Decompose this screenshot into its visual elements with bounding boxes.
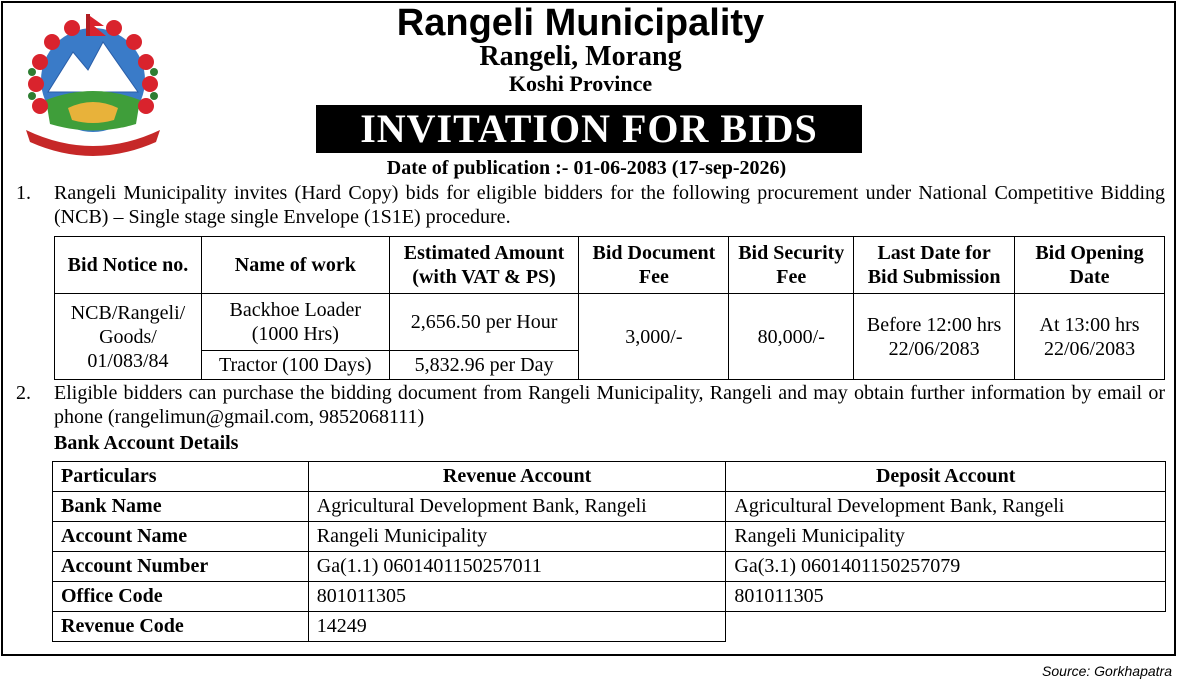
column-header: Deposit Account xyxy=(726,462,1166,492)
column-header: Bid Security Fee xyxy=(729,237,854,294)
revenue-value: Agricultural Development Bank, Rangeli xyxy=(308,492,726,522)
document-fee-cell: 3,000/- xyxy=(579,294,729,380)
bid-notice-cell: NCB/Rangeli/ Goods/ 01/083/84 xyxy=(55,294,202,380)
invitation-banner: INVITATION FOR BIDS xyxy=(316,105,862,153)
revenue-value: 14249 xyxy=(308,612,726,642)
revenue-value: Rangeli Municipality xyxy=(308,522,726,552)
row-label: Account Number xyxy=(53,552,309,582)
submission-date-cell: Before 12:00 hrs 22/06/2083 xyxy=(854,294,1015,380)
item-2-text: Eligible bidders can purchase the bidding document from Rangeli Municipality, Rangeli and may obtain further information by email or phone (rangelimun@gmail.com, 9852068111) xyxy=(54,382,1165,428)
amount-cell: 5,832.96 per Day xyxy=(389,351,579,380)
work-name-cell: Tractor (100 Days) xyxy=(201,351,389,380)
table-row xyxy=(53,582,1166,612)
opening-date-cell: At 13:00 hrs 22/06/2083 xyxy=(1015,294,1165,380)
column-header: Name of work xyxy=(201,237,389,294)
table-row xyxy=(53,522,1166,552)
empty-cell xyxy=(726,612,1166,642)
row-label: Account Name xyxy=(53,522,309,552)
column-header: Bid Notice no. xyxy=(55,237,202,294)
row-label: Office Code xyxy=(53,582,309,612)
item-number: 1. xyxy=(16,182,31,204)
security-fee-cell: 80,000/- xyxy=(729,294,854,380)
table-row xyxy=(53,612,1166,642)
amount-cell: 2,656.50 per Hour xyxy=(389,294,579,351)
column-header: Revenue Account xyxy=(308,462,726,492)
column-header: Bid Document Fee xyxy=(579,237,729,294)
province-name: Koshi Province xyxy=(508,71,653,96)
publication-date: Date of publication :- 01-06-2083 (17-sep-2026) xyxy=(386,157,787,179)
revenue-value: Ga(1.1) 0601401150257011 xyxy=(308,552,726,582)
bid-table-header-row xyxy=(55,237,1165,294)
bank-details-heading: Bank Account Details xyxy=(54,432,239,454)
bid-table xyxy=(54,236,1165,380)
table-row xyxy=(53,492,1166,522)
column-header: Last Date for Bid Submission xyxy=(854,237,1015,294)
source-credit: Source: Gorkhapatra xyxy=(1042,663,1172,679)
item-1-text: Rangeli Municipality invites (Hard Copy) bids for eligible bidders for the following procurement under National Competitive Bidding (NCB) – Single stage single Envelope (1S1E) procedure. xyxy=(54,182,1165,228)
column-header: Bid Opening Date xyxy=(1015,237,1165,294)
deposit-value: Ga(3.1) 0601401150257079 xyxy=(726,552,1166,582)
revenue-value: 801011305 xyxy=(308,582,726,612)
deposit-value: Rangeli Municipality xyxy=(726,522,1166,552)
bank-account-table xyxy=(52,461,1166,642)
municipality-location: Rangeli, Morang xyxy=(479,41,682,72)
deposit-value: Agricultural Development Bank, Rangeli xyxy=(726,492,1166,522)
column-header: Particulars xyxy=(53,462,309,492)
table-row xyxy=(53,552,1166,582)
work-name-cell: Backhoe Loader (1000 Hrs) xyxy=(201,294,389,351)
item-number: 2. xyxy=(16,382,31,404)
row-label: Bank Name xyxy=(53,492,309,522)
row-label: Revenue Code xyxy=(53,612,309,642)
table-row xyxy=(55,294,1165,351)
bank-table-header-row xyxy=(53,462,1166,492)
municipality-title: Rangeli Municipality xyxy=(396,2,765,44)
column-header: Estimated Amount (with VAT & PS) xyxy=(389,237,579,294)
deposit-value: 801011305 xyxy=(726,582,1166,612)
